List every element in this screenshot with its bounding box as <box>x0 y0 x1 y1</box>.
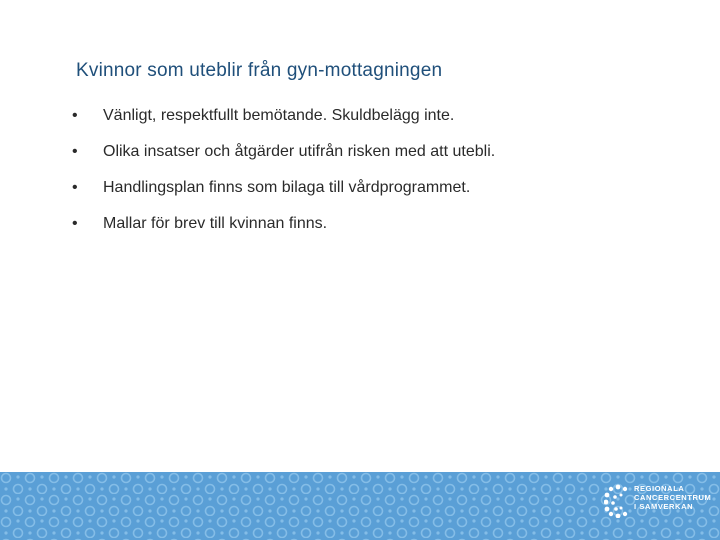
rcc-logo <box>600 478 712 536</box>
bullet-marker: • <box>72 107 78 124</box>
logo-line: I SAMVERKAN <box>634 502 694 511</box>
rcc-logo-text <box>634 484 711 511</box>
logo-line: CANCERCENTRUM <box>634 493 712 502</box>
slide-title: Kvinnor som uteblir från gyn-mottagningen <box>76 60 443 81</box>
bullet-marker: • <box>72 215 78 232</box>
bullet-marker: • <box>72 143 78 160</box>
bullet-text: Mallar för brev till kvinnan finns. <box>103 215 328 232</box>
bullet-text: Vänligt, respektfullt bemötande. Skuldbelägg inte. <box>103 107 455 124</box>
bullet-text: Handlingsplan finns som bilaga till vårdprogrammet. <box>103 179 471 196</box>
rcc-logo-icon <box>604 484 632 518</box>
bullet-text: Olika insatser och åtgärder utifrån risken med att utebli. <box>103 143 496 160</box>
bullet-marker: • <box>72 179 78 196</box>
logo-line: REGIONALA <box>634 484 685 493</box>
